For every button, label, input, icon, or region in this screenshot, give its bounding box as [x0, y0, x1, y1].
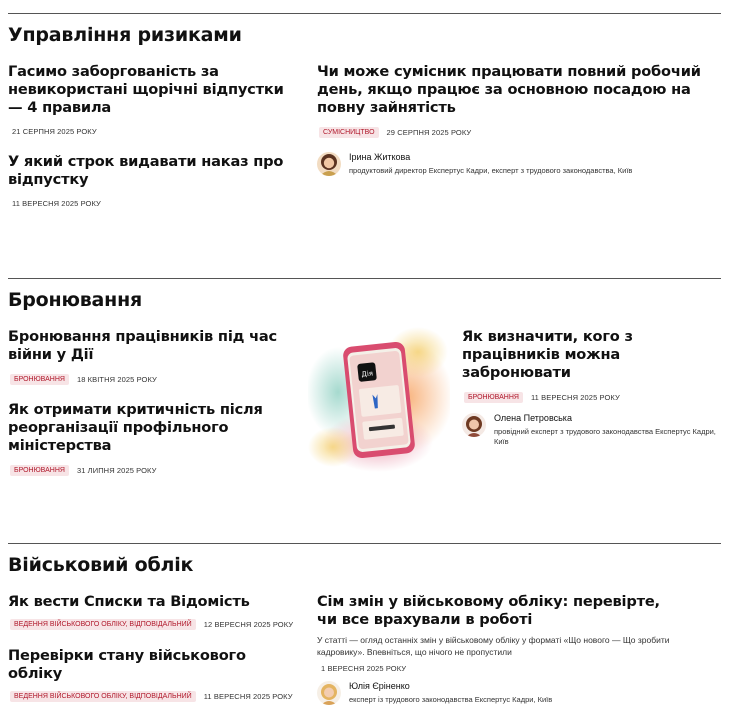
svg-text:Дія: Дія [361, 369, 374, 379]
featured-article-card[interactable] [317, 63, 717, 176]
article-card[interactable] [8, 63, 298, 136]
phone-illustration-icon [308, 322, 450, 472]
section-title-booking: Бронювання [8, 289, 143, 311]
article-card[interactable] [8, 401, 293, 476]
article-date: 11 ВЕРЕСНЯ 2025 РОКУ [203, 692, 293, 701]
author-block[interactable] [317, 681, 717, 705]
article-title[interactable]: Сім змін у військовому обліку: перевірте, чи все врахували в роботі [317, 593, 660, 628]
section-divider [8, 13, 721, 14]
category-tag[interactable]: БРОНЮВАННЯ [464, 392, 523, 403]
article-title[interactable]: Як отримати критичність після реорганізації профільного міністерства [8, 401, 263, 454]
article-card[interactable] [8, 328, 293, 385]
featured-article-card[interactable] [462, 328, 717, 447]
article-card[interactable] [8, 593, 303, 630]
article-title[interactable]: У який строк видавати наказ про відпустку [8, 153, 284, 188]
article-description: У статті — огляд останніх змін у військовому обліку у форматі «Що нового — Що зробити кадровику». Впевніться, що нічого не пропустили [317, 635, 670, 657]
article-illustration[interactable] [308, 322, 450, 472]
category-tag[interactable]: ВЕДЕННЯ ВІЙСЬКОВОГО ОБЛІКУ, ВІДПОВІДАЛЬНИЙ [10, 691, 196, 702]
avatar [317, 681, 341, 705]
author-name[interactable]: Олена Петровська [494, 413, 572, 423]
article-card[interactable] [8, 153, 298, 208]
category-tag[interactable]: БРОНЮВАННЯ [10, 465, 69, 476]
article-title[interactable]: Як визначити, кого з працівників можна забронювати [462, 328, 633, 381]
article-date: 21 СЕРПНЯ 2025 РОКУ [12, 127, 97, 136]
article-date: 11 ВЕРЕСНЯ 2025 РОКУ [12, 199, 101, 208]
section-title-military: Військовий облік [8, 554, 194, 576]
author-role: провідний експерт з трудового законодавства Експертус Кадри, Київ [494, 427, 716, 446]
article-date: 11 ВЕРЕСНЯ 2025 РОКУ [530, 393, 620, 402]
article-title[interactable]: Бронювання працівників під час війни у Дії [8, 328, 278, 363]
author-name[interactable]: Юлія Єріненко [349, 681, 410, 691]
article-date: 1 ВЕРЕСНЯ 2025 РОКУ [321, 664, 407, 673]
author-block[interactable] [462, 413, 717, 447]
avatar [317, 152, 341, 176]
article-date: 31 ЛИПНЯ 2025 РОКУ [76, 466, 157, 475]
article-card[interactable] [8, 647, 303, 702]
article-date: 18 КВІТНЯ 2025 РОКУ [76, 375, 157, 384]
category-tag[interactable]: ВЕДЕННЯ ВІЙСЬКОВОГО ОБЛІКУ, ВІДПОВІДАЛЬНИЙ [10, 619, 196, 630]
article-date: 29 СЕРПНЯ 2025 РОКУ [386, 128, 472, 137]
category-tag[interactable]: СУМІСНИЦТВО [319, 127, 379, 138]
author-role: продуктовий директор Експертус Кадри, експерт з трудового законодавства, Київ [349, 166, 633, 175]
article-date: 12 ВЕРЕСНЯ 2025 РОКУ [203, 620, 294, 629]
avatar [462, 413, 486, 437]
article-title[interactable]: Як вести Списки та Відомість [8, 593, 250, 610]
section-title-risk: Управління ризиками [8, 24, 242, 46]
featured-article-card[interactable] [317, 593, 717, 705]
author-name[interactable]: Ірина Житкова [349, 152, 411, 162]
section-divider [8, 543, 721, 544]
author-block[interactable] [317, 152, 717, 176]
article-title[interactable]: Гасимо заборгованість за невикористані щорічні відпустки — 4 правила [8, 63, 284, 116]
author-role: експерт із трудового законодавства Експертус Кадри, Київ [349, 695, 553, 704]
article-title[interactable]: Чи може сумісник працювати повний робочий день, якщо працює за основною посадою на повну зайнятість [317, 63, 701, 116]
section-divider [8, 278, 721, 279]
category-tag[interactable]: БРОНЮВАННЯ [10, 374, 69, 385]
article-title[interactable]: Перевірки стану військового обліку [8, 647, 246, 682]
